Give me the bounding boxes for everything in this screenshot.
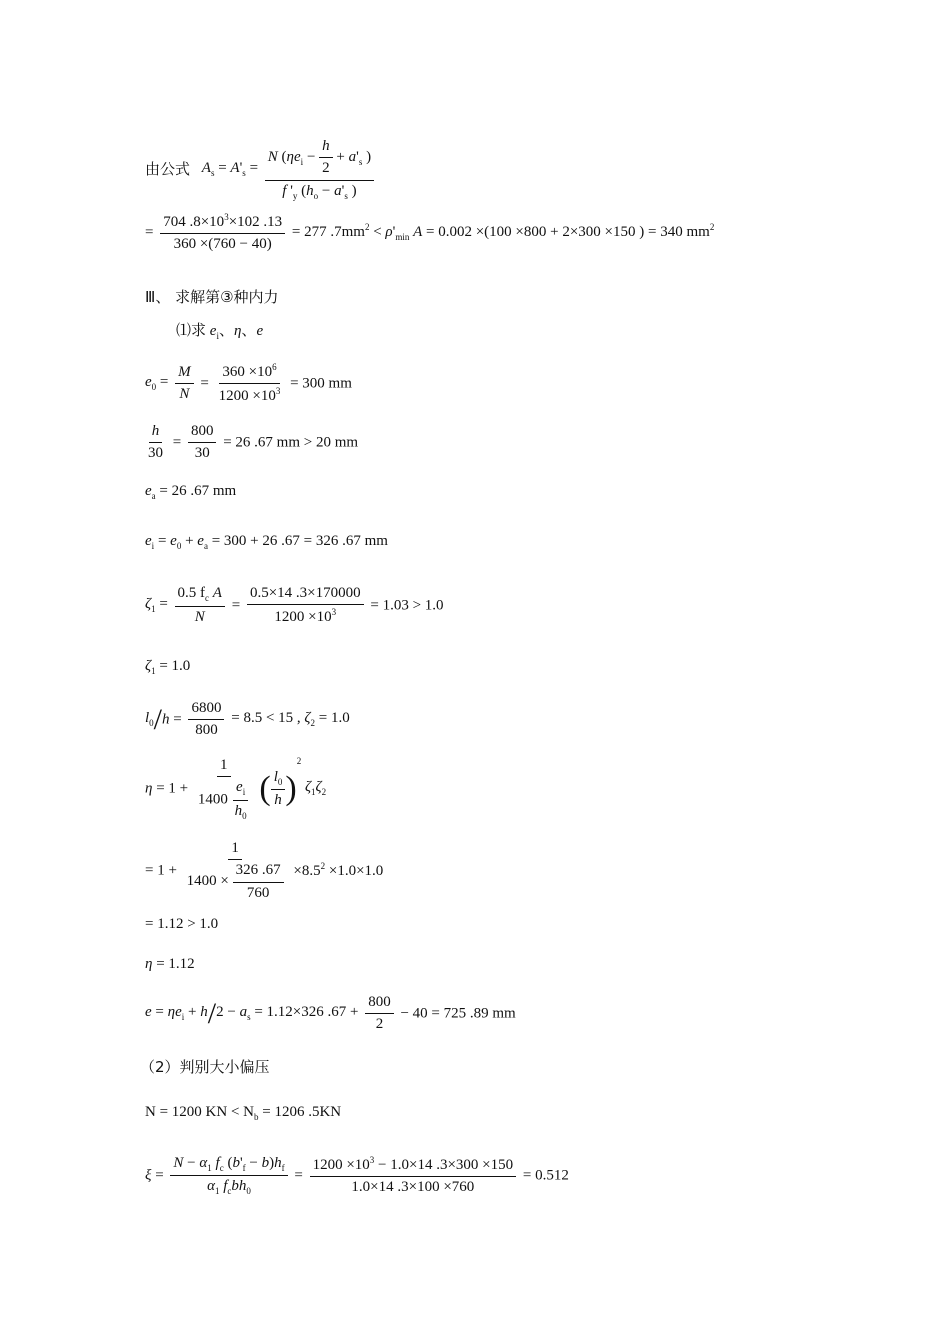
formula-ea: $e_a = 26$ .67 mm [145,483,237,501]
subheading-1: ⑴求 $e_i$、η、e [176,321,264,341]
formula-e: $e = \eta e_i + h/2 - a_s = 1.12\times 326$ .67 + $\frac{800}{2}$ − 40 = 725 .89 mm [145,994,516,1033]
formula-as-numeric: = $\frac{704 .8\times 10^3\times 102 .13}{360 \times(760 - 40)}$ = 277 $.7mm^2 < \rho'_{min}$ A = 0.002 ×(100 ×800 + 2×300 ×150 ) = 340 $mm^2$ [145,212,715,253]
formula-e0: $e_0$ = $\frac{M}{N}$ = $\frac{360 \times 10^6}{1200 \times 10^3}$ = 300 mm [145,362,352,405]
formula-zeta1-final: $\zeta_1 = 1.0$ [145,658,191,676]
formula-eta-final: η = 1.12 [145,956,195,972]
formula-xi: ξ = $\frac{N - \alpha_1 f_c (b'_f - b)h_f}{\alpha_1 f_cbh_0}$ = $\frac{1200 \times 10^3 - 1.0\times 14 .3\times 300 \times 150}{1.0\times 14 .3\times 100 \times 760}$ = 0.512 [145,1155,569,1197]
section-heading-3: Ⅲ、 求解第③种内力 [145,288,279,306]
subheading-2: （2）判别大小偏压 [140,1058,270,1076]
formula-eta-numeric: = 1 + 1 1400 × $\frac{326 .67}{760}$ $\times 8.5^2 \times 1.0\times 1.0$ [145,840,384,901]
formula-as-fraction: N ($\eta e_i$ − $\frac{h}{2}$ + $a'_s$ ) f '$_y$ ($h_o - a'_s$ ) [265,138,374,201]
formula-n: N = 1200 KN < $N_b = 1206$ .5KN [145,1104,342,1122]
formula-zeta1: $\zeta_1$ = $\frac{0.5 f_c A}{N}$ = $\frac{0.5\times 14 .3\times 170000}{1200 \times 10^3}$ = 1.03 > 1.0 [145,585,444,626]
as-numeric-fraction: $\frac{704 .8\times 10^3\times 102 .13}{360 \times(760 - 40)}$ [160,212,285,254]
formula-prefix: 由公式 [145,159,191,178]
formula-eta: η = 1 + 1 1400 $\frac{e_i}{h_0}$ ( $\frac{l_0}{h}$ )$^2$ $\zeta_1\zeta_2$ [145,756,327,821]
formula-eta-result: = 1.12 > 1.0 [145,916,219,932]
formula-h30: $\frac{h}{30}$ = $\frac{800}{30}$ = 26 .67 mm > 20 mm [148,423,359,462]
formula-l0h: $l_0/h$ = $\frac{6800}{800}$ = 8.5 < 15 , $\zeta_2 = 1.0$ [145,700,350,739]
formula-ei: $e_i = e_0 + e_a = 300 + 26$ .67 = 326 .67 mm [145,533,388,551]
formula-as: 由公式 $A_s = A'_s$ = N ($\eta e_i$ − $\frac{h}{2}$ + $a'_s$ ) f '$_y$ ($h_o - a'_s$ ) [145,138,377,201]
